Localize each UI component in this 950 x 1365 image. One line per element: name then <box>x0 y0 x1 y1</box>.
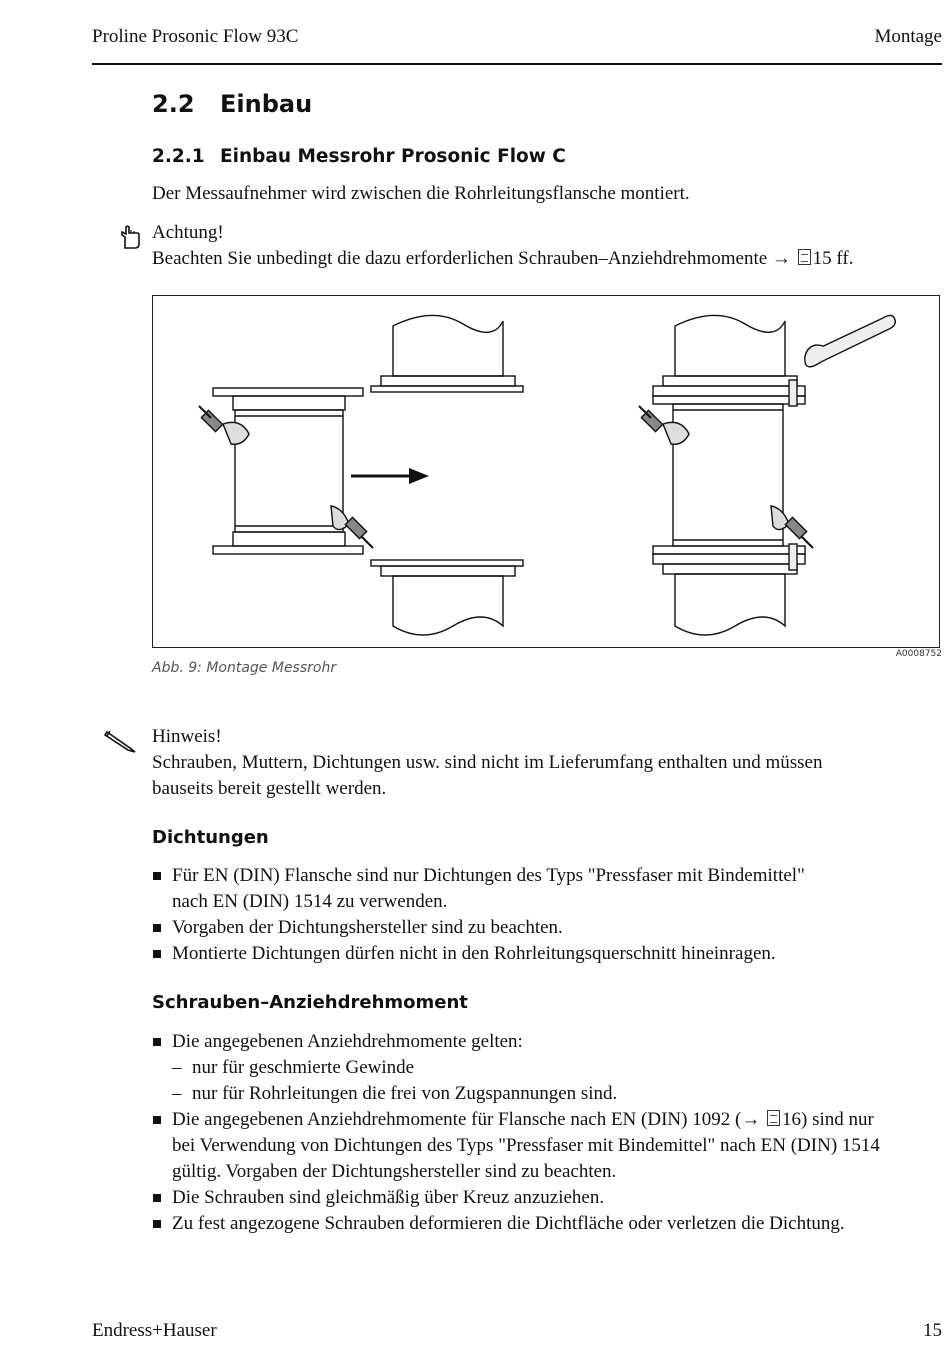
left-transducer-bottom <box>331 506 373 548</box>
middle-lower-pipe <box>393 576 503 635</box>
figure-code: A0008752 <box>895 649 942 659</box>
gaskets-list <box>152 863 942 967</box>
list-item: Vorgaben der Dichtungshersteller sind zu beachten. <box>152 915 942 941</box>
gaskets-list-block <box>152 863 942 967</box>
right-tube-body <box>673 404 783 546</box>
middle-upper-pipe <box>393 315 503 376</box>
torque-list-block <box>152 1029 942 1237</box>
subsection-title: Einbau Messrohr Prosonic Flow C <box>220 146 566 167</box>
mounting-illustration <box>153 296 939 647</box>
caution-page-ref: 15 ff. <box>812 248 854 269</box>
right-lower-pipe <box>675 574 785 635</box>
note-label: Hinweis! <box>152 726 222 747</box>
caution-label: Achtung! <box>152 222 224 243</box>
left-tube-body <box>235 410 343 532</box>
list-item <box>152 1029 942 1107</box>
header-rule <box>92 63 942 65</box>
torque-item-1: Die angegebenen Anziehdrehmomente gelten: <box>172 1031 523 1052</box>
section-title: Einbau <box>220 90 313 118</box>
list-item <box>152 1107 942 1185</box>
right-upper-pipe <box>675 315 785 376</box>
caution-block <box>152 220 942 272</box>
section-heading <box>152 90 312 118</box>
arrow-icon <box>409 468 429 484</box>
caution-text-main: Beachten Sie unbedingt die dazu erforderlichen Schrauben–Anziehdrehmomente → <box>152 248 791 269</box>
gasket-item-1: Für EN (DIN) Flansche sind nur Dichtungen des Typs "Pressfaser mit Bindemittel" <box>172 865 805 886</box>
subsection-heading <box>152 146 566 167</box>
torque-dash-1: – nur für geschmierte Gewinde <box>172 1055 942 1081</box>
header-title: Proline Prosonic Flow 93C <box>92 26 299 47</box>
torque-dash-2: – nur für Rohrleitungen die frei von Zugspannungen sind. <box>172 1081 942 1107</box>
torque-heading: Schrauben–Anziehdrehmoment <box>152 992 468 1013</box>
wrench-icon <box>805 315 896 366</box>
note-line-1: Schrauben, Muttern, Dichtungen usw. sind nicht im Lieferumfang enthalten und müssen <box>152 752 823 773</box>
torque-item-2d: gültig. Vorgaben der Dichtungshersteller sind zu beachten. <box>172 1161 617 1182</box>
note-pencil-icon <box>104 728 138 754</box>
torque-item-2b: 16) sind nur <box>782 1109 874 1130</box>
figure-frame <box>152 295 940 648</box>
torque-item-2a: Die angegebenen Anziehdrehmomente für Flansche nach EN (DIN) 1092 (→ <box>172 1109 761 1130</box>
left-tube-top-flange <box>213 388 363 396</box>
list-item <box>152 863 942 915</box>
footer-page-number: 15 <box>923 1320 942 1341</box>
list-item: Zu fest angezogene Schrauben deformieren die Dichtfläche oder verletzen die Dichtung. <box>152 1211 942 1237</box>
note-line-2: bauseits bereit gestellt werden. <box>152 778 387 799</box>
bolt-lower <box>789 544 797 570</box>
list-item: Montierte Dichtungen dürfen nicht in den Rohrleitungsquerschnitt hineinragen. <box>152 941 942 967</box>
gaskets-heading: Dichtungen <box>152 827 269 848</box>
left-transducer-top <box>199 406 249 444</box>
note-block <box>152 724 942 802</box>
page-reference-icon <box>767 1110 780 1126</box>
torque-list <box>152 1029 942 1237</box>
caution-hand-icon <box>118 224 144 250</box>
header-section: Montage <box>874 26 942 47</box>
torque-item-2c: bei Verwendung von Dichtungen des Typs "Pressfaser mit Bindemittel" nach EN (DIN) 1514 <box>172 1135 880 1156</box>
intro-text: Der Messaufnehmer wird zwischen die Rohrleitungsflansche montiert. <box>152 183 690 204</box>
figure-caption: Abb. 9: Montage Messrohr <box>152 660 337 676</box>
page-reference-icon <box>798 249 811 265</box>
footer-company: Endress+Hauser <box>92 1320 217 1341</box>
section-number: 2.2 <box>152 90 195 118</box>
list-item: Die Schrauben sind gleichmäßig über Kreuz anzuziehen. <box>152 1185 942 1211</box>
caution-text <box>152 246 942 272</box>
right-transducer-bottom <box>771 506 813 548</box>
bolt-upper <box>789 380 797 406</box>
right-transducer-top <box>639 406 689 444</box>
gasket-item-1-cont: nach EN (DIN) 1514 zu verwenden. <box>172 891 448 912</box>
left-tube-bottom-flange <box>213 546 363 554</box>
subsection-number: 2.2.1 <box>152 146 205 167</box>
